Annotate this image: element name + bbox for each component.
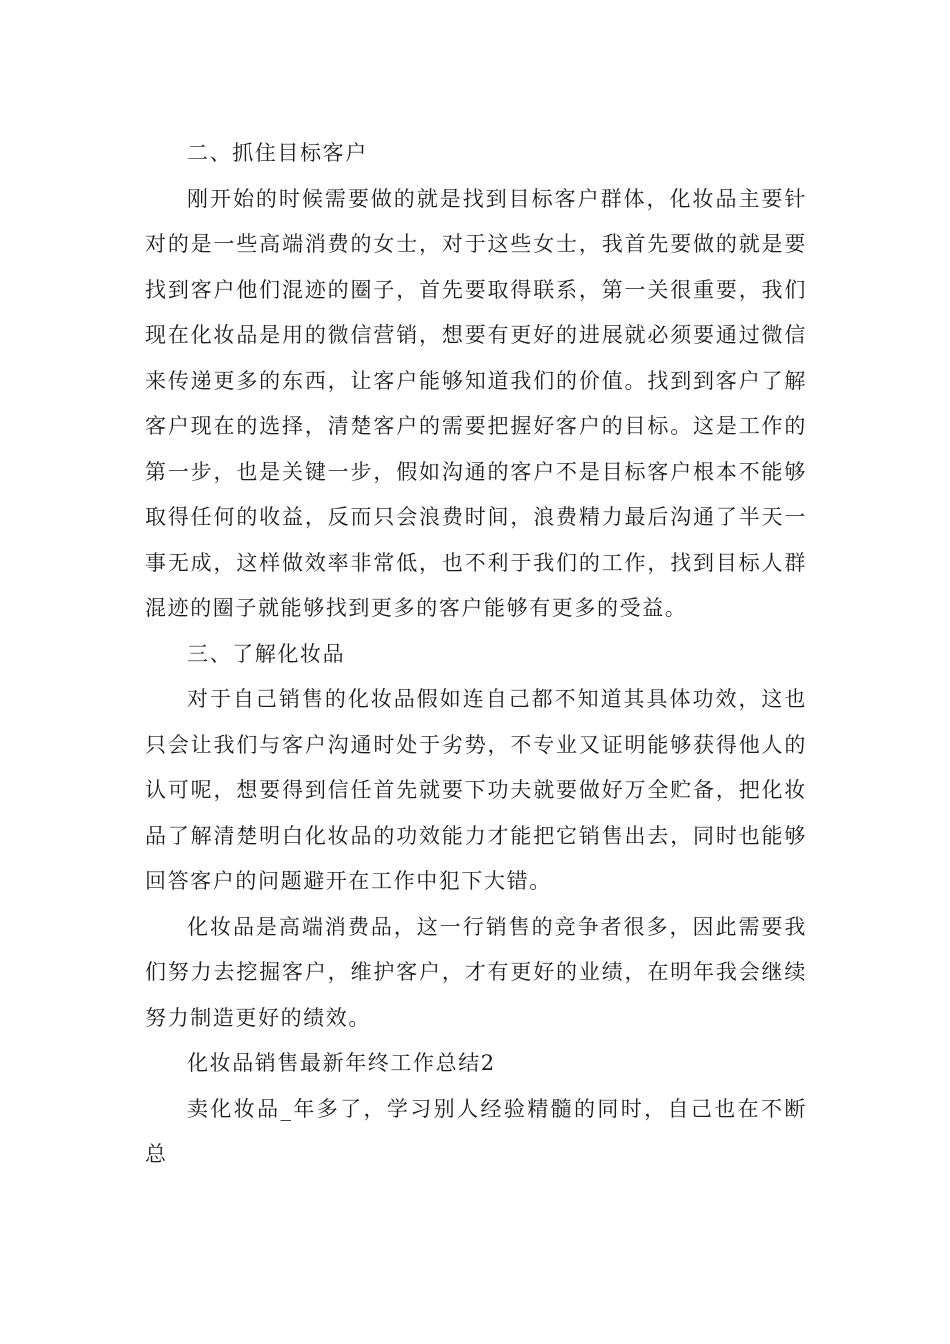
- paragraph-target-customers: 刚开始的时候需要做的就是找到目标客户群体，化妆品主要针对的是一些高端消费的女士，对于这些女士，我首先要做的就是要找到客户他们混迹的圈子，首先要取得联系，第一关很重要，我们现在化妆品是用的微信营销，想要有更好的进展就必须要通过微信来传递更多的东西，让客户能够知道我们的价值。找到到客户了解客户现在的选择，清楚客户的需要把握好客户的目标。这是工作的第一步，也是关键一步，假如沟通的客户不是目标客户根本不能够取得任何的收益，反而只会浪费时间，浪费精力最后沟通了半天一事无成，这样做效率非常低，也不利于我们的工作，找到目标人群混迹的圈子就能够找到更多的客户能够有更多的受益。: [145, 186, 807, 620]
- paragraph-know-cosmetics: 对于自己销售的化妆品假如连自己都不知道其具体功效，这也只会让我们与客户沟通时处于劣势，不专业又证明能够获得他人的认可呢，想要得到信任首先就要下功夫就要做好万全贮备，把化妆品了解清楚明白化妆品的功效能力才能把它销售出去，同时也能够回答客户的问题避开在工作中犯下大错。: [145, 687, 807, 893]
- paragraph-conclusion: 化妆品是高端消费品，这一行销售的竞争者很多，因此需要我们努力去挖掘客户，维护客户，才有更好的业绩，在明年我会继续努力制造更好的绩效。: [145, 914, 807, 1030]
- document-body: [145, 131, 807, 1178]
- section-heading-know-cosmetics: 三、了解化妆品: [187, 641, 346, 666]
- section-heading-target-customers: 二、抓住目标客户: [187, 141, 368, 165]
- paragraph-summary-2-intro: 卖化妆品_年多了，学习别人经验精髓的同时，自己也在不断总: [145, 1096, 807, 1166]
- document-title-summary-2: 化妆品销售最新年终工作总结2: [187, 1051, 496, 1075]
